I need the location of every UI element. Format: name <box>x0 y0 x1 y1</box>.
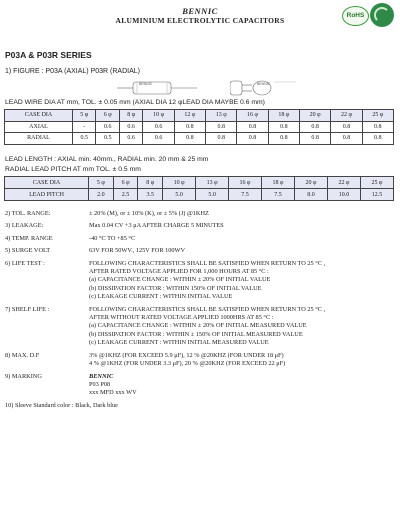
spec-leakage <box>5 222 395 230</box>
table-cell: AXIAL <box>5 121 73 133</box>
table-header-cell: 8 φ <box>119 110 142 122</box>
spec-label: 9) MARKING <box>5 372 42 380</box>
green-circle-logo-icon <box>370 3 394 27</box>
spec-line: (b) DISSIPATION FACTOR : WITHIN ± 150% OF INITIAL MEASURED VALUE <box>89 330 303 338</box>
table-header-cell: 22 φ <box>327 177 360 189</box>
spec-line: AFTER RATED VOLTAGE APPLIED FOR 1,000 HOURS AT 85 °C : <box>89 268 269 276</box>
table-row <box>5 133 394 145</box>
table-header-cell: 16 φ <box>237 110 268 122</box>
spec-line: AFTER WITHOUT RATED VOLTAGE APPLIED 1000HRS AT 85 °C : <box>89 314 274 322</box>
table-header-cell: 18 φ <box>268 110 299 122</box>
spec-sleeve <box>5 402 395 410</box>
table-cell: 0.6 <box>119 121 142 133</box>
marking-brand: BENNIC <box>89 372 114 380</box>
table-cell: RADIAL <box>5 133 73 145</box>
table-cell: 7.5 <box>229 189 262 201</box>
table-header-cell: 25 φ <box>362 110 393 122</box>
table-cell: 0.8 <box>362 121 393 133</box>
specifications-list <box>5 210 395 410</box>
axial-capacitor-drawing <box>117 80 197 96</box>
table-header-cell: 20 φ <box>299 110 330 122</box>
spec-line: (b) DISSIPATION FACTOR : WITHIN 150% OF INITIAL VALUE <box>89 284 262 292</box>
table-cell: 12.5 <box>360 189 393 201</box>
table-header-cell: 6 φ <box>113 177 138 189</box>
table-cell: 0.5 <box>96 133 119 145</box>
spec-line: FOLLOWING CHARACTERISTICS SHALL BE SATISFIED WHEN RETURN TO 25 °C , <box>89 259 326 267</box>
table-header-cell: 13 φ <box>206 110 237 122</box>
table-header-cell: 12 φ <box>174 110 205 122</box>
spec-line: 3% @1KHZ (FOR EXCEED 5.9 μF), 12 % @20KHZ (FOR UNDER 18 μF) <box>89 351 284 359</box>
table-cell: 0.8 <box>206 133 237 145</box>
table-cell: 0.8 <box>174 121 205 133</box>
spec-shelf-life <box>5 306 395 348</box>
spec-line: xxx MFD xxx WV <box>89 389 137 397</box>
lead-pitch-table <box>4 176 394 201</box>
lead-length-title: LEAD LENGTH : AXIAL min. 40mm., RADIAL min. 20 mm & 25 mm <box>5 156 209 163</box>
table-header-cell: 16 φ <box>229 177 262 189</box>
radial-drawing-label: BENNIC <box>257 82 271 86</box>
axial-drawing-label: BENNIC <box>139 82 153 86</box>
table-cell: 10.0 <box>327 189 360 201</box>
brand-name: BENNIC <box>182 6 218 16</box>
rohs-badge: RoHS <box>342 6 369 26</box>
spec-line: FOLLOWING CHARACTERISTICS SHALL BE SATISFIED WHEN RETURN TO 25 °C , <box>89 305 326 313</box>
table-cell: 2.5 <box>113 189 138 201</box>
lead-pitch-title: RADIAL LEAD PITCH AT mm TOL. ± 0.5 mm <box>5 166 141 173</box>
spec-value: 63V FOR 50WV., 125V FOR 100WV <box>89 247 186 255</box>
spec-life-test <box>5 260 395 302</box>
spec-tolerance <box>5 210 395 218</box>
table-cell: 0.8 <box>331 133 362 145</box>
table-cell: LEAD PITCH <box>5 189 89 201</box>
table-cell: 0.8 <box>299 133 330 145</box>
table-header-cell: 5 φ <box>89 177 114 189</box>
spec-line: (c) LEAKAGE CURRENT : WITHIN INITIAL VALUE <box>89 293 233 301</box>
lead-wire-table <box>4 109 394 145</box>
table-cell: 0.8 <box>268 133 299 145</box>
table-cell: 0.8 <box>237 121 268 133</box>
table-header-cell: 10 φ <box>143 110 174 122</box>
table-cell: 7.5 <box>262 189 295 201</box>
table-cell: 0.6 <box>119 133 142 145</box>
spec-label: 4) TEMP. RANGE <box>5 234 53 242</box>
spec-label: 2) TOL. RANGE: <box>5 210 51 217</box>
table-cell: 0.6 <box>143 133 174 145</box>
spec-line: (a) CAPACITANCE CHANGE : WITHIN ± 20% OF INITIAL VALUE <box>89 276 271 284</box>
table-header-cell: 13 φ <box>196 177 229 189</box>
table-header-cell: 25 φ <box>360 177 393 189</box>
table-header-cell: CASE DIA <box>5 177 89 189</box>
table-header-cell: 22 φ <box>331 110 362 122</box>
spec-line: P03 P08 <box>89 380 111 388</box>
spec-line: 4 % @1KHZ (FOR UNDER 3.3 μF), 20 % @20KHZ (FOR EXCEED 22 μF) <box>89 360 286 368</box>
table-cell: 0.8 <box>206 121 237 133</box>
table-cell: 0.8 <box>331 121 362 133</box>
table-cell: 0.8 <box>174 133 205 145</box>
table-header-cell: 5 φ <box>73 110 96 122</box>
series-title: P03A & P03R SERIES <box>5 50 92 60</box>
spec-dissipation-factor <box>5 352 395 369</box>
table-cell: 0.6 <box>96 121 119 133</box>
spec-value: -40 °C TO +85 °C <box>89 234 136 242</box>
lead-wire-title: LEAD WIRE DIA AT mm, TOL. ± 0.05 mm (AXIAL DIA 12 φLEAD DIA MAYBE 0.6 mm) <box>5 99 265 106</box>
table-header-cell: 20 φ <box>294 177 327 189</box>
lead-wire-header-row <box>5 110 394 122</box>
table-row <box>5 189 394 201</box>
table-cell: 0.5 <box>73 133 96 145</box>
spec-surge-voltage <box>5 247 395 255</box>
table-header-cell: 6 φ <box>96 110 119 122</box>
spec-label: 5) SURGE VOLT <box>5 247 51 255</box>
spec-value: 10) Sleeve Standard color : Black, Dark blue <box>5 401 118 409</box>
spec-line: (a) CAPACITANCE CHANGE : WITHIN ± 20% OF INITIAL MEASURED VALUE <box>89 322 307 330</box>
figure-caption: 1) FIGURE : P03A (AXIAL) P03R (RADIAL) <box>5 68 140 75</box>
spec-temperature <box>5 235 395 243</box>
table-cell: - <box>73 121 96 133</box>
spec-value: Max 0.04 CV +3 μA AFTER CHARGE 5 MINUTES <box>89 222 224 230</box>
table-cell: 0.8 <box>362 133 393 145</box>
table-cell: 0.8 <box>268 121 299 133</box>
table-header-cell: 10 φ <box>163 177 196 189</box>
table-header-cell: CASE DIA <box>5 110 73 122</box>
spec-line: (c) LEAKAGE CURRENT : WITHIN INITIAL MEASURED VALUE <box>89 339 269 347</box>
table-cell: 0.6 <box>143 121 174 133</box>
spec-label: 3) LEAKAGE: <box>5 222 44 230</box>
table-cell: 5.0 <box>163 189 196 201</box>
spec-label: 8) MAX. D.F <box>5 351 40 359</box>
document-header <box>0 6 400 25</box>
table-header-cell: 18 φ <box>262 177 295 189</box>
lead-pitch-header-row <box>5 177 394 189</box>
table-cell: 5.0 <box>196 189 229 201</box>
table-cell: 0.8 <box>299 121 330 133</box>
table-cell: 0.8 <box>237 133 268 145</box>
table-cell: 2.0 <box>89 189 114 201</box>
spec-value: ± 20% (M), or ± 10% (K), or ± 5% (J) @1KHZ <box>89 210 209 217</box>
spec-label: 6) LIFE TEST : <box>5 259 45 267</box>
spec-label: 7) SHELF LIFE : <box>5 305 50 313</box>
spec-marking <box>5 373 395 398</box>
table-cell: 3.5 <box>138 189 163 201</box>
table-cell: 8.0 <box>294 189 327 201</box>
table-header-cell: 8 φ <box>138 177 163 189</box>
document-subtitle: ALUMINIUM ELECTROLYTIC CAPACITORS <box>115 16 285 25</box>
table-row <box>5 121 394 133</box>
